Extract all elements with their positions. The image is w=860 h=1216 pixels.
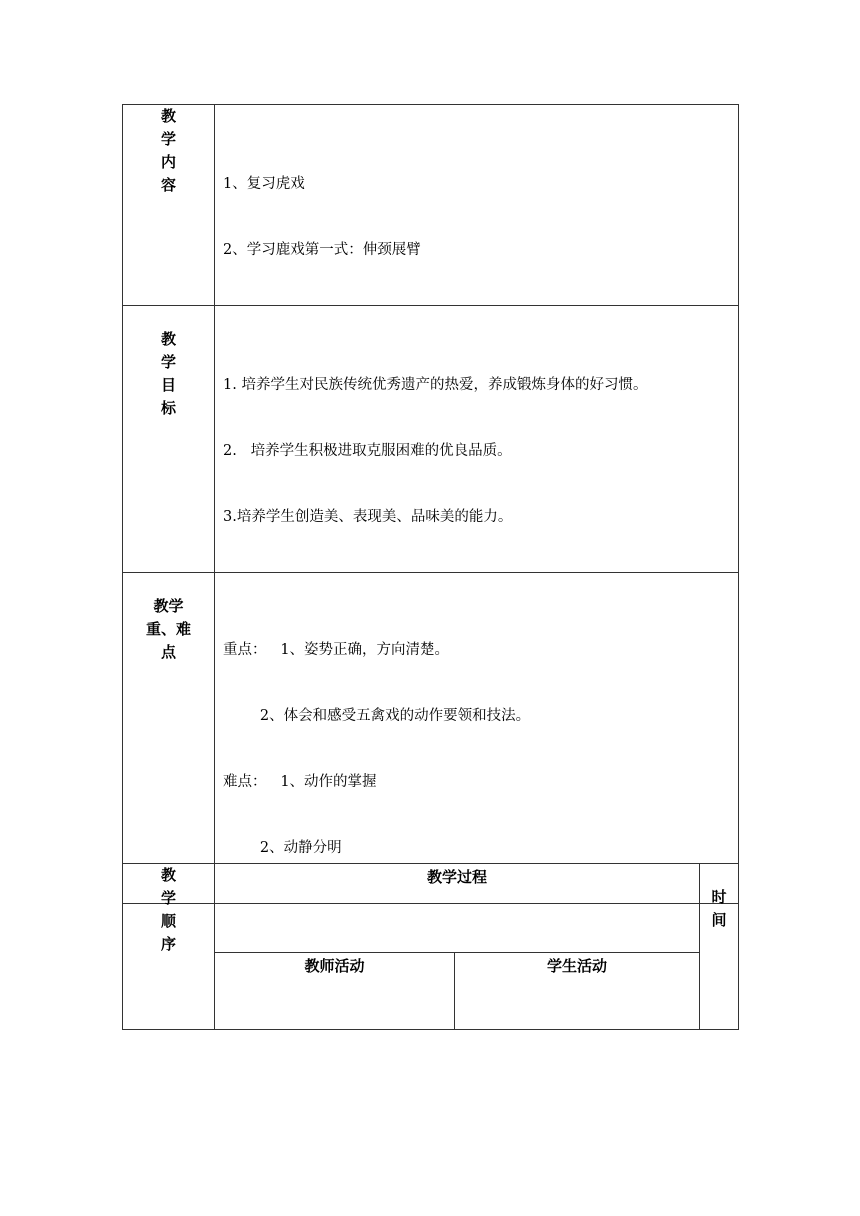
content-line: 2、学习鹿戏第一式：伸颈展臂 [223, 242, 421, 258]
lesson-info-table [122, 104, 739, 904]
sequence-label: 教 学 顺 序 [123, 864, 215, 1030]
teacher-activity-header: 教师活动 [215, 953, 455, 1030]
process-title: 教学过程 [215, 864, 700, 953]
activity-header-row [123, 953, 739, 1030]
content-line: 1、复习虎戏 [223, 176, 305, 192]
objective-line: 1. 培养学生对民族传统优秀遗产的热爱，养成锻炼身体的好习惯。 [223, 377, 648, 393]
teaching-process-table [122, 863, 739, 1030]
content-row [123, 105, 739, 306]
keypoint-line: 重点： 1、姿势正确，方向清楚。 [223, 642, 450, 658]
objective-line: 2. 培养学生积极进取克服困难的优良品质。 [223, 443, 512, 459]
objective-line: 3.培养学生创造美、表现美、品味美的能力。 [223, 509, 513, 525]
content-text [215, 105, 739, 306]
keypoints-label: 教学 重、难 点 [123, 573, 215, 904]
keypoint-line: 2、体会和感受五禽戏的动作要领和技法。 [223, 708, 531, 724]
time-label: 时 间 [700, 864, 739, 1030]
process-header-row [123, 864, 739, 953]
content-label: 教 学 内 容 [123, 105, 215, 306]
keypoint-line: 2、动静分明 [223, 840, 342, 856]
keypoint-line: 难点： 1、动作的掌握 [223, 774, 377, 790]
keypoints-row [123, 573, 739, 904]
objectives-label: 教 学 目 标 [123, 306, 215, 573]
student-activity-header: 学生活动 [455, 953, 700, 1030]
objectives-row [123, 306, 739, 573]
keypoints-text [215, 573, 739, 904]
objectives-text [215, 306, 739, 573]
